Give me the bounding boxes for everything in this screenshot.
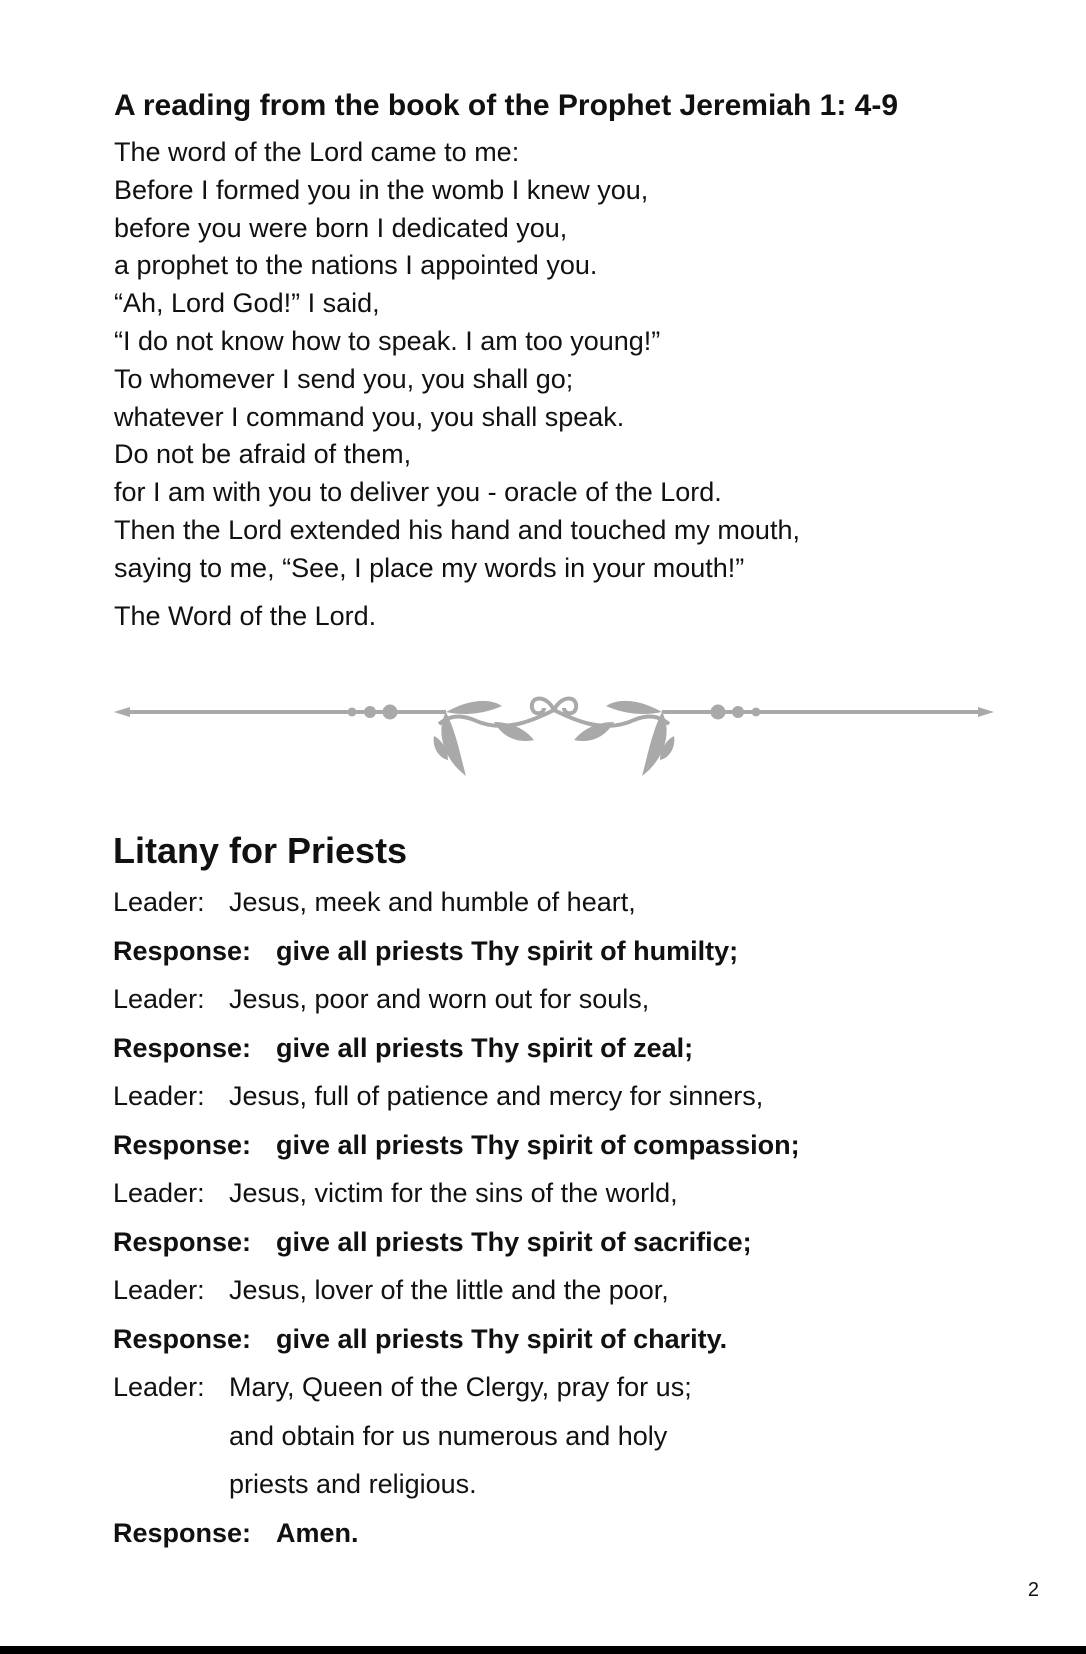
response-line xyxy=(113,1218,1033,1267)
reading-line: a prophet to the nations I appointed you. xyxy=(114,250,598,281)
leader-label: Leader: xyxy=(113,1081,205,1111)
leader-text: priests and religious. xyxy=(229,1469,477,1499)
response-label: Response: xyxy=(113,935,252,966)
leader-line xyxy=(113,1169,1033,1218)
leader-line xyxy=(113,1072,1033,1121)
response-label: Response: xyxy=(113,1323,252,1354)
reading-line: Then the Lord extended his hand and touched my mouth, xyxy=(114,514,800,545)
reading-body xyxy=(114,134,1014,588)
reading-line: for I am with you to deliver you - oracle of the Lord. xyxy=(114,477,722,508)
page-bottom-border xyxy=(0,1646,1086,1654)
leader-label: Leader: xyxy=(113,1275,205,1305)
reading-line: before you were born I dedicated you, xyxy=(114,212,568,243)
leader-line xyxy=(113,975,1033,1024)
response-text: give all priests Thy spirit of zeal; xyxy=(276,1032,694,1063)
reading-section xyxy=(114,84,1014,635)
reading-line: “Ah, Lord God!” I said, xyxy=(114,288,380,319)
response-text: give all priests Thy spirit of charity. xyxy=(276,1323,728,1354)
final-response-line xyxy=(113,1509,1033,1558)
leader-label: Leader: xyxy=(113,887,205,917)
reading-closing: The Word of the Lord. xyxy=(114,600,377,631)
reading-line: Before I formed you in the womb I knew you, xyxy=(114,174,649,205)
response-text: give all priests Thy spirit of sacrifice; xyxy=(276,1226,752,1257)
response-label: Response: xyxy=(113,1517,252,1548)
response-text: give all priests Thy spirit of humilty; xyxy=(276,935,739,966)
leader-line xyxy=(113,878,1033,927)
reading-line: The word of the Lord came to me: xyxy=(114,137,520,167)
reading-line: whatever I command you, you shall speak. xyxy=(114,401,625,432)
response-label: Response: xyxy=(113,1032,252,1063)
response-line xyxy=(113,1121,1033,1170)
leader-line xyxy=(113,1266,1033,1315)
response-text: Amen. xyxy=(276,1517,359,1548)
leader-text: Jesus, full of patience and mercy for sinners, xyxy=(229,1081,764,1111)
leader-label: Leader: xyxy=(113,984,205,1014)
reading-line: “I do not know how to speak. I am too young!” xyxy=(114,325,661,356)
final-leader-text xyxy=(229,1363,692,1509)
leader-text: Mary, Queen of the Clergy, pray for us; xyxy=(229,1372,692,1402)
reading-title: A reading from the book of the Prophet Jeremiah 1: 4-9 xyxy=(114,89,899,122)
reading-line: Do not be afraid of them, xyxy=(114,439,412,470)
page-number: 2 xyxy=(1027,1579,1039,1601)
leader-label: Leader: xyxy=(113,1372,205,1402)
leader-text: Jesus, meek and humble of heart, xyxy=(229,887,636,917)
floral-divider-icon xyxy=(114,680,994,790)
reading-line: saying to me, “See, I place my words in your mouth!” xyxy=(114,552,745,583)
leader-text: Jesus, victim for the sins of the world, xyxy=(229,1178,678,1208)
final-leader-line xyxy=(113,1363,1033,1509)
litany-title: Litany for Priests xyxy=(113,830,408,871)
response-text: give all priests Thy spirit of compassion; xyxy=(276,1129,800,1160)
litany-section xyxy=(113,828,1033,1557)
response-line xyxy=(113,927,1033,976)
response-label: Response: xyxy=(113,1226,252,1257)
response-line xyxy=(113,1024,1033,1073)
leader-text: Jesus, poor and worn out for souls, xyxy=(229,984,650,1014)
leader-text: Jesus, lover of the little and the poor, xyxy=(229,1275,669,1305)
response-line xyxy=(113,1315,1033,1364)
leader-label: Leader: xyxy=(113,1178,205,1208)
reading-line: To whomever I send you, you shall go; xyxy=(114,363,574,394)
leader-text: and obtain for us numerous and holy xyxy=(229,1420,668,1451)
response-label: Response: xyxy=(113,1129,252,1160)
